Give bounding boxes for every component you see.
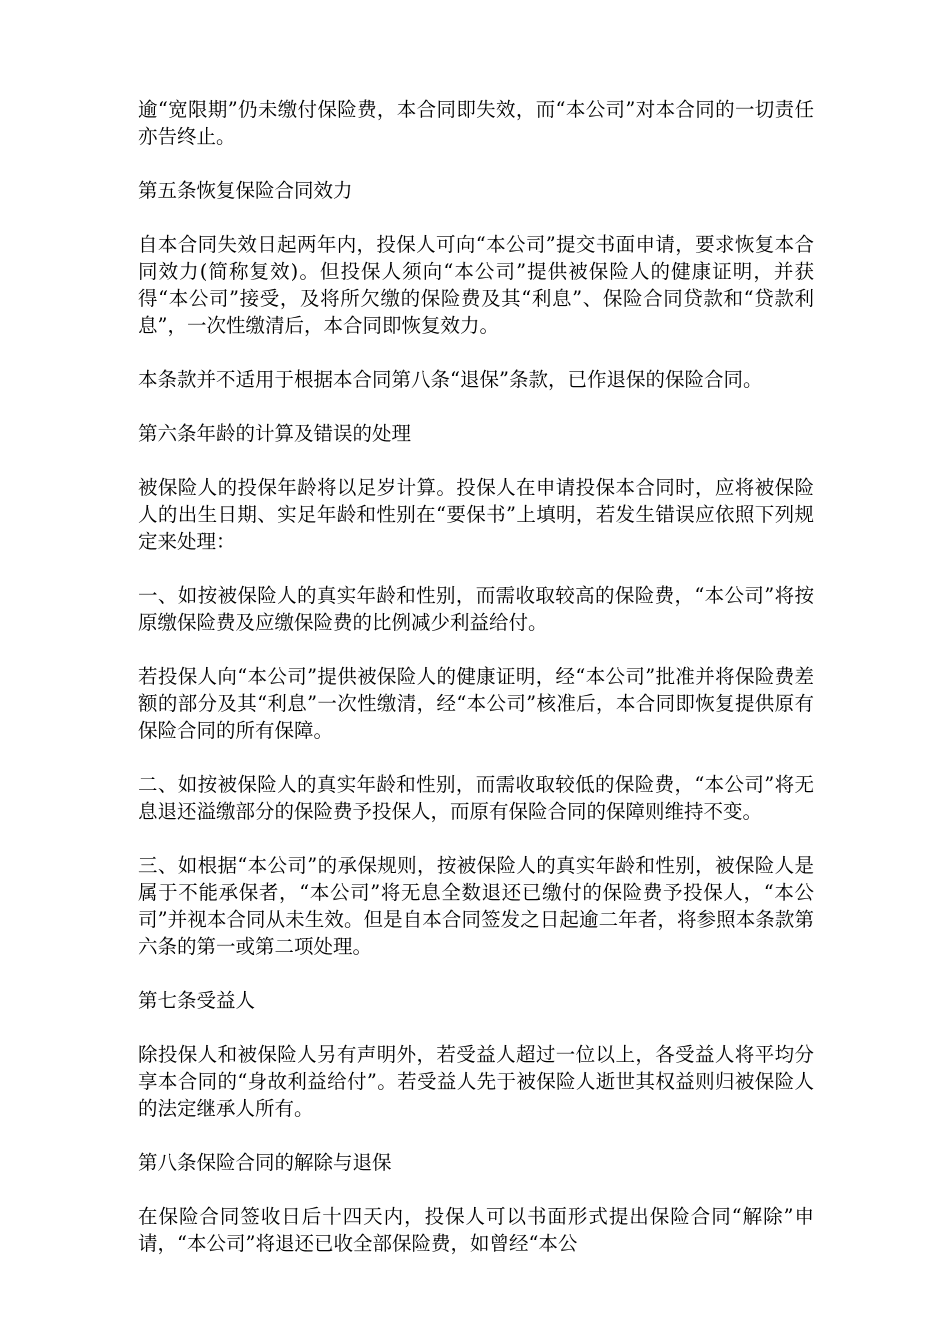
paragraph: 自本合同失效日起两年内，投保人可向“本公司”提交书面申请，要求恢复本合同效力(简称复效)。但投保人须向“本公司”提供被保险人的健康证明，并获得“本公司”接受，及将所欠缴的保险费及其“利息”、保险合同贷款和“贷款利息”，一次性缴清后，本合同即恢复效力。 <box>138 233 814 337</box>
paragraph: 三、如根据“本公司”的承保规则，按被保险人的真实年龄和性别，被保险人是属于不能承保者，“本公司”将无息全数退还已缴付的保险费予投保人，“本公司”并视本合同从未生效。但是自本合同签发之日起逾二年者，将参照本条款第六条的第一或第二项处理。 <box>138 854 814 958</box>
paragraph: 在保险合同签收日后十四天内，投保人可以书面形式提出保险合同“解除”申请，“本公司”将退还已收全部保险费，如曾经“本公 <box>138 1205 814 1255</box>
paragraph: 二、如按被保险人的真实年龄和性别，而需收取较低的保险费，“本公司”将无息退还溢缴部分的保险费予投保人，而原有保险合同的保障则维持不变。 <box>138 773 814 823</box>
document-body <box>138 96 814 1284</box>
paragraph: 被保险人的投保年龄将以足岁计算。投保人在申请投保本合同时，应将被保险人的出生日期、实足年龄和性别在“要保书”上填明，若发生错误应依照下列规定来处理： <box>138 476 814 553</box>
section-heading: 第七条受益人 <box>138 989 256 1012</box>
paragraph: 逾“宽限期”仍未缴付保险费，本合同即失效，而“本公司”对本合同的一切责任亦告终止。 <box>138 98 814 148</box>
paragraph: 若投保人向“本公司”提供被保险人的健康证明，经“本公司”批准并将保险费差额的部分及其“利息”一次性缴清，经“本公司”核准后，本合同即恢复提供原有保险合同的所有保障。 <box>138 665 814 742</box>
paragraph: 一、如按被保险人的真实年龄和性别，而需收取较高的保险费，“本公司”将按原缴保险费及应缴保险费的比例减少利益给付。 <box>138 584 814 634</box>
paragraph: 除投保人和被保险人另有声明外，若受益人超过一位以上，各受益人将平均分享本合同的“身故利益给付”。若受益人先于被保险人逝世其权益则归被保险人的法定继承人所有。 <box>138 1043 814 1120</box>
paragraph: 本条款并不适用于根据本合同第八条“退保”条款，已作退保的保险合同。 <box>138 368 763 391</box>
section-heading: 第五条恢复保险合同效力 <box>138 179 353 202</box>
section-heading: 第八条保险合同的解除与退保 <box>138 1151 392 1174</box>
section-heading: 第六条年龄的计算及错误的处理 <box>138 422 412 445</box>
